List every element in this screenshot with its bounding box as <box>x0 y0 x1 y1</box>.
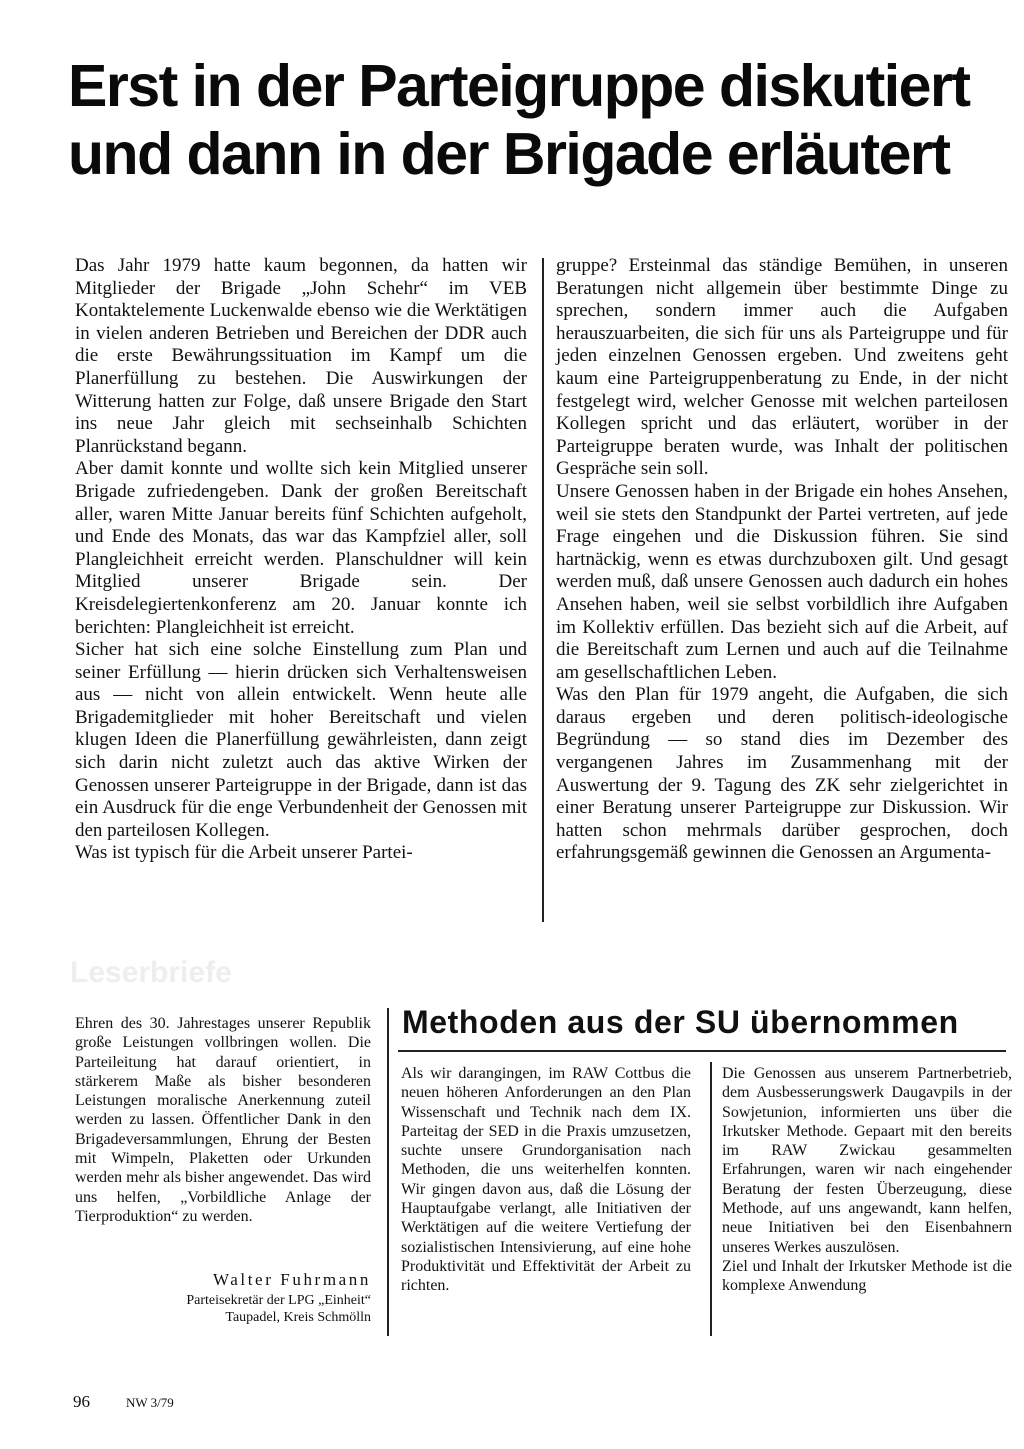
headline-line-1: Erst in der Parteigruppe diskutiert <box>68 53 970 119</box>
role-line-2: Taupadel, Kreis Schmölln <box>225 1310 371 1325</box>
headline-line-2: und dann in der Brigade erläutert <box>68 121 950 187</box>
letter-author: Walter Fuhrmann <box>212 1270 371 1289</box>
paragraph: Was ist typisch für die Arbeit unserer Partei- <box>75 842 413 864</box>
issue-label: NW 3/79 <box>126 1395 174 1410</box>
paragraph: gruppe? Ersteinmal das ständige Bemühen, in unseren Beratungen nicht allgemein über bestimmte Dinge zu sprechen, sondern immer auch die Aufgaben herauszuarbeiten, die sich für uns als Parteigruppe und für jeden einzelnen Genossen ergeben. Und zweitens geht kaum eine Parteigruppenberatung zu Ende, in der nicht festgelegt wird, welcher Genosse mit welchen parteilosen Kollegen spricht und das erläutert, worüber in der Parteigruppe beraten wurde, was Inhalt der politischen Gespräche sein soll. <box>556 255 1008 480</box>
article-second-column-2 <box>722 1064 1012 1296</box>
faint-section-label: Leserbriefe <box>70 956 232 989</box>
article-main-column-2 <box>556 255 1008 865</box>
section-title: Methoden aus der SU übernommen <box>402 1004 959 1040</box>
headline <box>68 52 1008 188</box>
paragraph: Die Genossen aus unserem Partnerbetrieb, dem Ausbesserungswerk Daugavpils in der Sowjetunion, informierten uns über die Irkutsker Methode. Gepaart mit den bereits im RAW Zwickau gesammelten Erfahrungen, waren wir nach eingehender Beratung der festen Überzeugung, diese Methode, auf uns angewandt, kann helfen, neue Initiativen bei den Eisenbahnern unseres Werkes auszulösen. <box>722 1065 1012 1256</box>
article-second-column-1 <box>401 1064 691 1296</box>
paragraph: Als wir darangingen, im RAW Cottbus die neuen höheren Anforderungen an den Plan Wissenschaft und Technik nach dem IX. Parteitag der SED in die Praxis umzusetzen, suchte unsere Grundorganisation nach Methoden, die uns weiterhelfen konnten. Wir gingen davon aus, daß die Lösung der Hauptaufgabe verlangt, alle Initiativen der Werktätigen auf die weitere Vertiefung der sozialistischen Intensivierung, auf eine hohe Produktivität und Effektivität der Arbeit zu richten. <box>401 1065 691 1295</box>
role-line-1: Parteisekretär der LPG „Einheit“ <box>186 1293 371 1308</box>
paragraph: Unsere Genossen haben in der Brigade ein hohes Ansehen, weil sie stets den Standpunkt der Partei vertreten, auf jede Frage eingehen und die Diskussion führen. Sie sind hartnäckig, wenn es etwas durchzuboxen gilt. Und gesagt werden muß, daß unsere Genossen auch dadurch ein hohes Ansehen haben, weil sie selbst vorbildlich ihre Aufgaben im Kollektiv erfüllen. Das bezieht sich auf die Arbeit, auf die Bereitschaft zum Lernen und auch auf die Teilnahme am gesellschaftlichen Leben. <box>556 480 1008 683</box>
paragraph: Sicher hat sich eine solche Einstellung zum Plan und seiner Erfüllung — hierin drücken sich Verhaltensweisen aus — nicht von allein entwickelt. Wenn heute alle Brigademitglieder mit hoher Bereitschaft und vielen klugen Ideen die Planerfüllung gewährleisten, dann zeigt sich darin nicht zuletzt auch das aktive Wirken der Genossen unserer Parteigruppe in der Brigade, dann ist das ein Ausdruck für die enge Verbundenheit der Genossen mit den parteilosen Kollegen. <box>75 639 527 841</box>
column-divider <box>387 1008 389 1336</box>
letter-text <box>75 1014 371 1226</box>
paragraph: Was den Plan für 1979 angeht, die Aufgaben, die sich daraus ergeben und deren politisch-ideologische Begründung — so stand dies im Dezember des vergangenen Jahres im Zusammenhang mit der Auswertung der 9. Tagung des ZK sehr zielgerichtet in einer Beratung unserer Parteigruppe zur Diskussion. Wir hatten schon mehrmals darüber gesprochen, doch erfahrungsgemäß gewinnen die Genossen an Argumenta- <box>556 684 1008 864</box>
page-number: 96 <box>73 1392 90 1411</box>
letter-author-role <box>75 1292 371 1326</box>
column-divider <box>542 258 544 922</box>
paragraph: Ehren des 30. Jahrestages unserer Republik große Leistungen vollbringen wollen. Die Parteileitung hat darauf orientiert, in stärkerem Maße als bisher besonderen Leistungen moralische Anerkennung zuteil werden zu lassen. Öffentlicher Dank in den Brigadeversammlungen, Ehrung der Besten mit Wimpeln, Plaketten oder Urkunden werden mehr als bisher angewendet. Das wird uns helfen, „Vorbildliche Anlage der Tierproduktion“ zu werden. <box>75 1015 371 1225</box>
paragraph: Das Jahr 1979 hatte kaum begonnen, da hatten wir Mitglieder der Brigade „John Schehr“ im VEB Kontaktelemente Luckenwalde ebenso wie die Werktätigen in vielen anderen Betrieben und Bereichen der DDR auch die erste Bewährungssituation im Kampf um die Planerfüllung zu bestehen. Die Auswirkungen der Witterung hatten zur Folge, daß unsere Brigade den Start ins neue Jahr gleich mit sechseinhalb Schichten Planrückstand begann. <box>75 255 527 457</box>
title-underline <box>398 1050 1006 1052</box>
paragraph: Ziel und Inhalt der Irkutsker Methode ist die komplexe Anwendung <box>722 1257 1012 1295</box>
article-main-column-1 <box>75 255 527 865</box>
paragraph: Aber damit konnte und wollte sich kein Mitglied unserer Brigade zufriedengeben. Dank der großen Bereitschaft aller, waren Mitte Januar bereits fünf Schichten aufgeholt, und Ende des Monats, das war das Kampfziel aller, soll Plangleichheit erreicht werden. Planschuldner will kein Mitglied unserer Brigade sein. Der Kreisdelegiertenkonferenz am 20. Januar konnte ich berichten: Plangleichheit ist erreicht. <box>75 458 527 638</box>
column-divider <box>710 1062 712 1336</box>
